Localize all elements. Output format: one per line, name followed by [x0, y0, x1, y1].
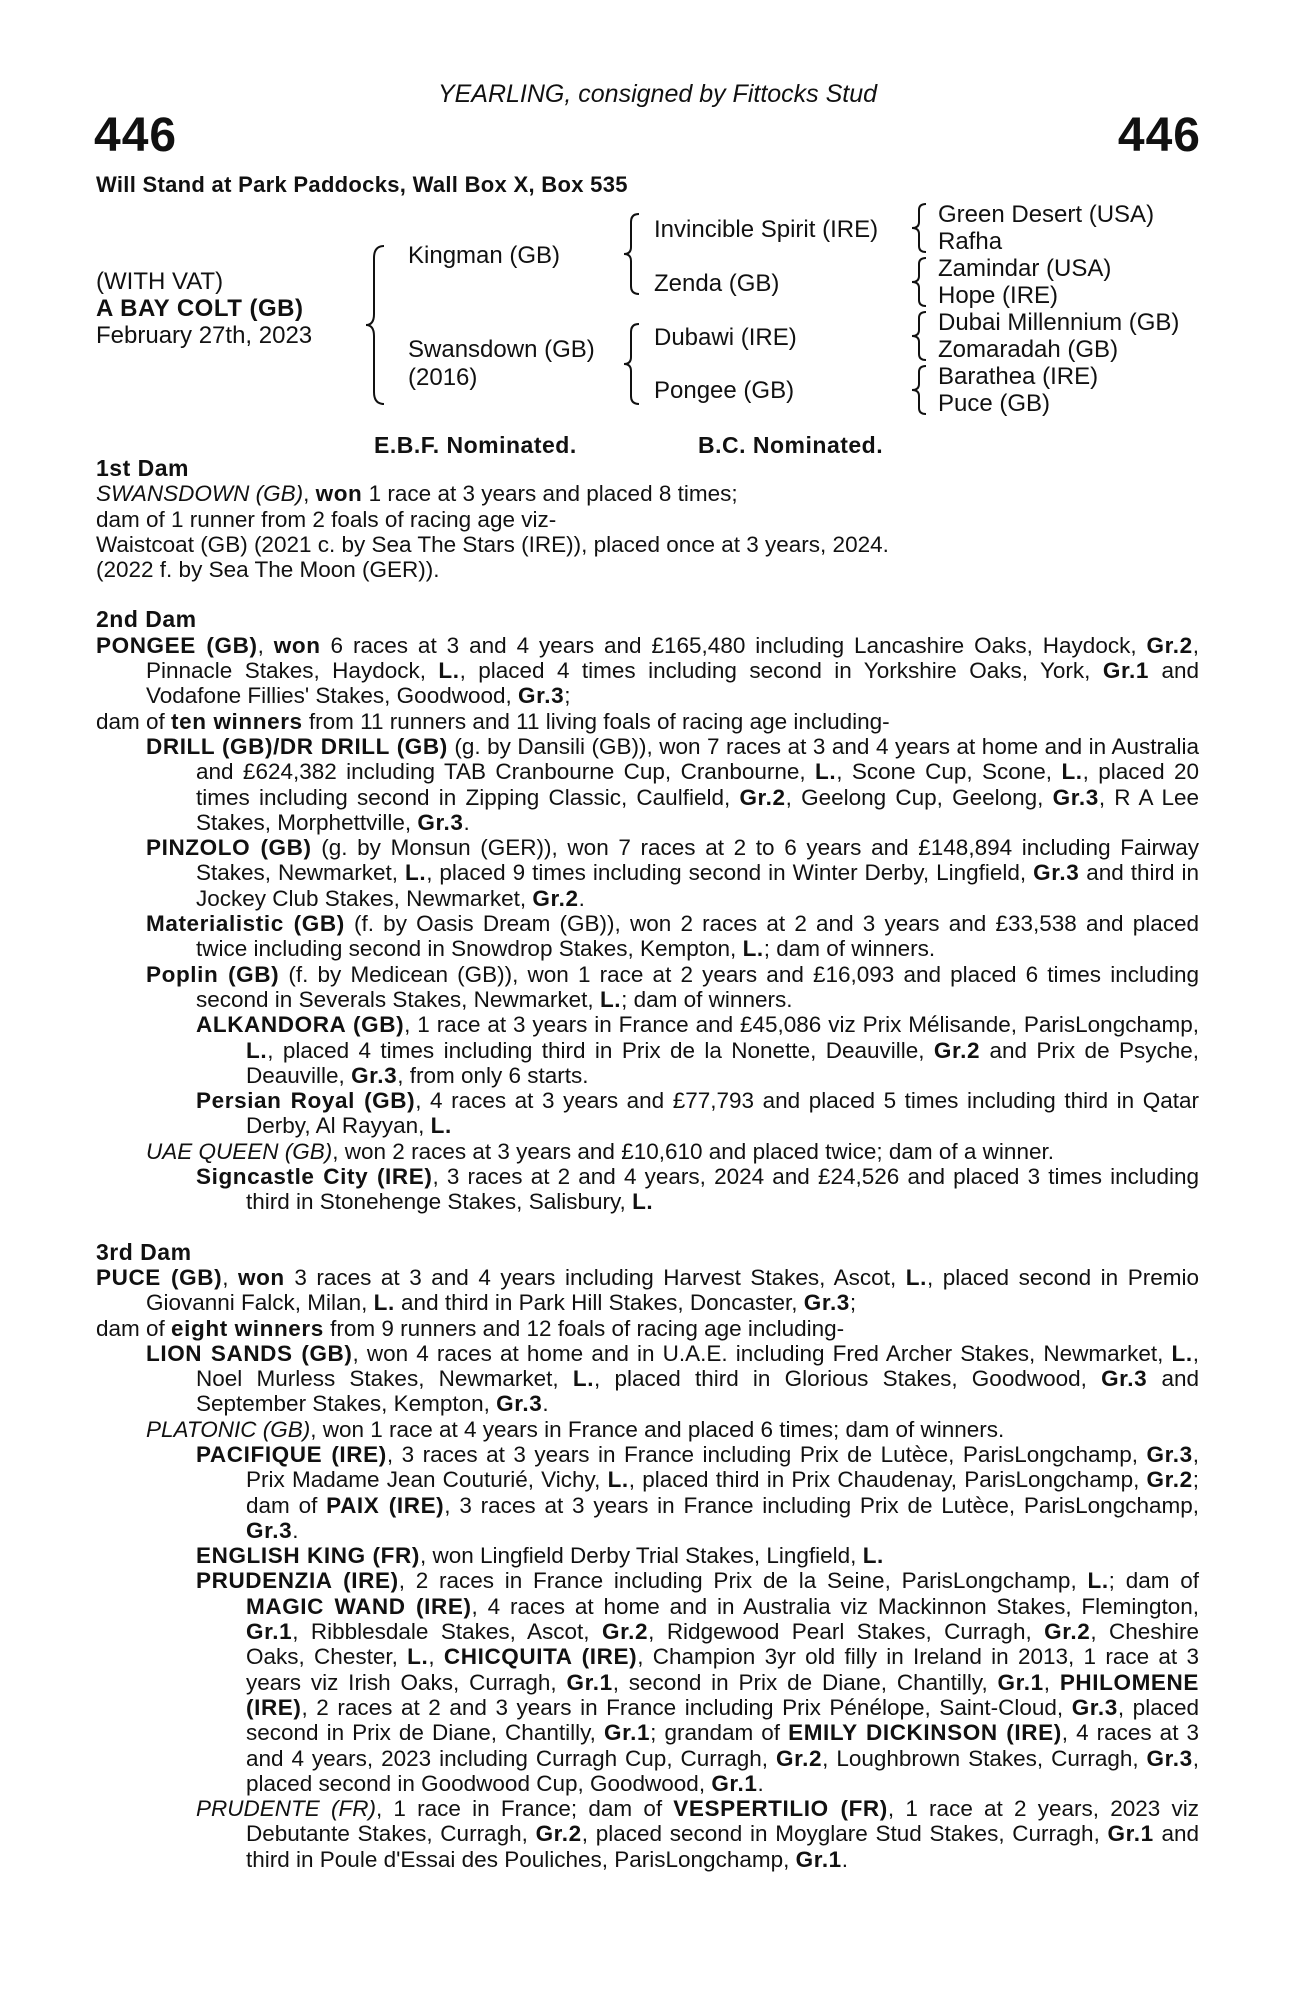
pedigree-entry [96, 734, 1199, 835]
text-run: and Prix de Psyche, Deauville, [246, 1037, 1200, 1088]
bold-text: L. [815, 759, 837, 785]
dam-heading: 1st Dam [96, 455, 189, 481]
pedigree-entry [96, 1088, 1199, 1139]
bold-text: EMILY DICKINSON (IRE) [788, 1720, 1062, 1746]
text-run: , won 4 races at home and in U.A.E. including Fred Archer Stakes, Newmarket, [352, 1340, 1172, 1366]
bold-text: Gr.3 [1033, 860, 1080, 886]
bold-text: MAGIC WAND (IRE) [246, 1593, 472, 1619]
bold-text: L. [905, 1264, 927, 1290]
bold-text: L. [404, 860, 427, 886]
bold-text: Gr.3 [1146, 1745, 1193, 1771]
bold-text: LION SANDS (GB) [146, 1340, 353, 1366]
text-run: , placed 20 times including second in Zipping Classic, Caulfield, [196, 759, 1199, 810]
pedigree-entry [96, 1341, 1199, 1417]
bold-text: Gr.2 [775, 1745, 823, 1771]
text-run: . [841, 1846, 849, 1872]
text-run: 3 races at 3 and 4 years including Harvest Stakes, Ascot, [284, 1264, 906, 1290]
text-run: , placed second in Moyglare Stud Stakes, Curragh, [581, 1821, 1108, 1847]
text-run: , Scone Cup, Scone, [836, 759, 1062, 785]
italic-text: UAE QUEEN (GB) [146, 1138, 333, 1164]
section-gap [96, 1215, 1199, 1240]
text-run: . [292, 1517, 299, 1543]
bold-text: won [237, 1264, 285, 1290]
gen3-8: Puce (GB) [938, 390, 1051, 417]
dam-dam: Pongee (GB) [654, 377, 795, 404]
text-run: (g. by Dansili (GB)), won 7 races at 3 and 4 years at home and in Australia and £624,382 including TAB Cranbourne Cup, Cranbourne, [196, 733, 1199, 785]
bold-text: ten winners [171, 708, 303, 734]
text-run: ; dam of [246, 1467, 1199, 1518]
text-run: , 2 races in France including Prix de la Seine, ParisLongchamp, [398, 1568, 1088, 1594]
catalogue-subtitle: YEARLING, consigned by Fittocks Stud [437, 80, 878, 108]
bold-text: Gr.3 [246, 1517, 293, 1543]
text-run: and September Stakes, Kempton, [196, 1366, 1199, 1417]
text-run: , 1 race at 3 years in France and £45,086 viz Prix Mélisande, ParisLongchamp, [404, 1012, 1199, 1038]
bold-text: Gr.1 [1107, 1821, 1154, 1847]
text-run: , 3 races at 3 years in France including Prix de Lutèce, ParisLongchamp, [386, 1441, 1147, 1467]
text-run: , won Lingfield Derby Trial Stakes, Lingfield, [419, 1543, 863, 1569]
section-gap [96, 582, 1199, 607]
text-run: ; dam of winners. [763, 936, 936, 962]
lot-number-right: 446 [1117, 109, 1201, 162]
pedigree-brace-g3-3 [910, 310, 930, 362]
pedigree-entry [96, 911, 1199, 962]
text-run: dam of 1 runner from 2 foals of racing age viz- [96, 506, 557, 532]
bold-text: CHICQUITA (IRE) [443, 1644, 638, 1670]
dam-year: (2016) [408, 364, 478, 391]
text-run: , Champion 3yr old filly in Ireland in 2013, 1 race at 3 years viz Irish Oaks, Curragh, [246, 1644, 1199, 1695]
pedigree-entry [96, 557, 1199, 582]
dam-heading: 2nd Dam [96, 606, 197, 633]
text-run: from 11 runners and 11 living foals of racing age including- [302, 708, 890, 734]
gen3-2: Rafha [938, 228, 1003, 255]
text-run: , Pinnacle Stakes, Haydock, [146, 632, 1199, 684]
pedigree-brace-sire [622, 212, 642, 296]
text-run: , R A Lee Stakes, Morphettville, [196, 784, 1199, 835]
text-run: . [463, 809, 470, 835]
sire-sire: Invincible Spirit (IRE) [654, 216, 879, 243]
bold-text: VESPERTILIO (FR) [673, 1796, 888, 1822]
text-run: , 4 races at 3 years and £77,793 and placed 5 times including third in Qatar Derby, Al Rayyan, [246, 1088, 1199, 1139]
text-run: , 3 races at 3 years in France including Prix de Lutèce, ParisLongchamp, [444, 1492, 1199, 1518]
text-run: , won 1 race at 4 years in France and placed 6 times; dam of winners. [310, 1416, 1005, 1442]
text-run: , placed second in Prix de Diane, Chantilly, [246, 1694, 1199, 1746]
bold-text: Gr.2 [933, 1037, 981, 1063]
text-run: , 4 races at home and in Australia viz Mackinnon Stakes, Flemington, [471, 1593, 1199, 1619]
text-run: , 4 races at 3 and 4 years, 2023 including Curragh Cup, Curragh, [246, 1720, 1199, 1771]
text-run: , placed 4 times including second in Yorkshire Oaks, York, [459, 658, 1103, 684]
text-run: , [1043, 1669, 1060, 1695]
pedigree-entry [96, 1796, 1199, 1872]
bold-text: L. [862, 1543, 884, 1569]
bold-text: Poplin (GB) [146, 961, 280, 987]
bold-text: PINZOLO (GB) [146, 835, 312, 861]
dam-heading: 3rd Dam [96, 1238, 192, 1265]
bold-text: Gr.1 [1102, 658, 1150, 684]
text-run: , [222, 1264, 238, 1290]
text-run: ; dam of [1108, 1568, 1199, 1594]
pedigree-entry [96, 481, 1199, 506]
pedigree-entry [96, 532, 1199, 557]
bold-text: Gr.2 [535, 1821, 582, 1847]
text-run: , from only 6 starts. [397, 1062, 589, 1088]
bold-text: L. [438, 658, 460, 684]
bold-text: Gr.3 [1146, 1441, 1193, 1467]
text-run: , Loughbrown Stakes, Curragh, [822, 1745, 1147, 1771]
bold-text: L. [632, 1189, 654, 1215]
bold-text: L. [373, 1290, 395, 1316]
pedigree-entry [96, 1543, 1199, 1568]
text-run: , Geelong Cup, Geelong, [785, 784, 1053, 810]
text-run: ; grandam of [650, 1720, 789, 1746]
bold-text: Gr.3 [417, 809, 464, 835]
gen3-6: Zomaradah (GB) [938, 336, 1119, 363]
text-run: , Cheshire Oaks, Chester, [246, 1619, 1200, 1670]
text-run: , 1 race at 2 years, 2023 viz Debutante Stakes, Curragh, [246, 1796, 1199, 1847]
pedigree-entry [96, 507, 1199, 532]
gen3-5: Dubai Millennium (GB) [938, 309, 1180, 336]
text-run: ; [849, 1290, 857, 1316]
dam-produce-record [96, 456, 1199, 1872]
bold-text: L. [430, 1113, 452, 1139]
text-run: , Ridgewood Pearl Stakes, Curragh, [648, 1619, 1045, 1645]
bold-text: PUCE (GB) [96, 1264, 223, 1290]
text-run: dam of [96, 1315, 172, 1341]
text-run: and third in Park Hill Stakes, Doncaster, [394, 1290, 804, 1316]
bold-text: Gr.3 [1052, 784, 1099, 810]
bold-text: DRILL (GB)/DR DRILL (GB) [146, 733, 448, 759]
bold-text: won [315, 481, 363, 507]
pedigree-entry [96, 1012, 1199, 1088]
text-run: 1 race at 3 years and placed 8 times; [362, 481, 738, 507]
text-run: , placed 4 times including third in Prix de la Nonette, Deauville, [267, 1037, 934, 1063]
bold-text: PACIFIQUE (IRE) [196, 1441, 387, 1467]
bold-text: Gr.3 [496, 1391, 543, 1417]
text-run: . [757, 1770, 764, 1796]
gen3-3: Zamindar (USA) [938, 255, 1112, 282]
bold-text: PONGEE (GB) [96, 632, 258, 658]
text-run: (g. by Monsun (GER)), won 7 races at 2 to 6 years and £148,894 including Fairway Stakes, Newmarket, [196, 835, 1199, 886]
text-run: (2022 f. by Sea The Moon (GER)). [96, 557, 440, 583]
text-run: , Prix Madame Jean Couturié, Vichy, [246, 1441, 1199, 1493]
bold-text: L. [599, 986, 622, 1012]
pedigree-entry [96, 1316, 1199, 1341]
text-run: ; dam of winners. [621, 986, 793, 1012]
bold-text: ENGLISH KING (FR) [196, 1543, 420, 1569]
text-run: from 9 runners and 12 foals of racing age including- [323, 1315, 845, 1341]
text-run: , placed third in Glorious Stakes, Goodwood, [594, 1366, 1102, 1392]
text-run: dam of [96, 708, 172, 734]
text-run: , won 2 races at 3 years and £10,610 and placed twice; dam of a winner. [332, 1138, 1054, 1164]
bold-text: Gr.3 [803, 1290, 850, 1316]
text-run: , Noel Murless Stakes, Newmarket, [196, 1340, 1199, 1392]
stabling-location: Will Stand at Park Paddocks, Wall Box X, Box 535 [96, 172, 628, 197]
bold-text: Gr.1 [997, 1669, 1044, 1695]
text-run: and Vodafone Fillies' Stakes, Goodwood, [146, 658, 1199, 709]
bold-text: PAIX (IRE) [326, 1492, 445, 1518]
bold-text: Gr.1 [246, 1619, 293, 1645]
bold-text: PRUDENZIA (IRE) [196, 1568, 399, 1594]
pedigree-entry [96, 1139, 1199, 1164]
text-run: ; [564, 683, 571, 709]
text-run: , Ribblesdale Stakes, Ascot, [292, 1619, 602, 1645]
bold-text: Gr.3 [1101, 1366, 1148, 1392]
pedigree-entry [96, 1417, 1199, 1442]
bold-text: eight winners [171, 1315, 324, 1341]
pedigree-brace-dam [622, 322, 642, 406]
text-run: (f. by Medicean (GB)), won 1 race at 2 years and £16,093 and placed 6 times including second in Severals Stakes, Newmarket, [196, 961, 1200, 1012]
text-run: , 2 races at 2 and 3 years in France including Prix Pénélope, Saint-Cloud, [301, 1694, 1072, 1720]
bold-text: Gr.2 [532, 885, 579, 911]
pedigree-entry [96, 709, 1199, 734]
text-run: 6 races at 3 and 4 years and £165,480 including Lancashire Oaks, Haydock, [320, 632, 1147, 658]
foaling-date: February 27th, 2023 [96, 322, 313, 349]
pedigree-entry [96, 1164, 1199, 1215]
text-run: , 1 race in France; dam of [375, 1796, 674, 1822]
bold-text: L. [1061, 759, 1083, 785]
italic-text: PLATONIC (GB) [146, 1416, 311, 1442]
sire-dam: Zenda (GB) [654, 270, 780, 297]
bold-text: ALKANDORA (GB) [196, 1012, 405, 1038]
bold-text: Gr.3 [518, 683, 565, 709]
bold-text: Gr.2 [1146, 1467, 1193, 1493]
text-run: , placed second in Premio Giovanni Falck, Milan, [146, 1264, 1199, 1316]
text-run: , 3 races at 2 and 4 years, 2024 and £24,526 and placed 3 times including third in Stonehenge Stakes, Salisbury, [246, 1164, 1199, 1215]
bold-text: Gr.2 [739, 784, 786, 810]
bold-text: L. [1087, 1568, 1109, 1594]
text-run: , placed second in Goodwood Cup, Goodwood, [246, 1745, 1199, 1796]
pedigree-brace-g3-4 [910, 364, 930, 416]
text-run: , [428, 1644, 444, 1670]
pedigree-entry [96, 962, 1199, 1013]
lot-number-left: 446 [94, 109, 178, 162]
pedigree-entry [96, 1442, 1199, 1543]
gen3-4: Hope (IRE) [938, 282, 1059, 309]
italic-text: SWANSDOWN (GB) [96, 481, 304, 507]
bold-text: Gr.1 [566, 1669, 613, 1695]
bold-text: Persian Royal (GB) [196, 1088, 416, 1114]
gen3-7: Barathea (IRE) [938, 363, 1099, 390]
vat-note: (WITH VAT) [96, 268, 224, 295]
italic-text: PRUDENTE (FR) [196, 1796, 376, 1822]
text-run: , [303, 481, 316, 507]
pedigree-brace-gen1 [364, 244, 388, 406]
bold-text: Gr.1 [795, 1846, 842, 1872]
bold-text: Materialistic (GB) [146, 911, 345, 937]
pedigree-entry [96, 835, 1199, 911]
text-run: and third in Jockey Club Stakes, Newmarket, [196, 860, 1200, 911]
bold-text: L. [607, 1467, 629, 1493]
pedigree-entry [96, 633, 1199, 709]
text-run: , second in Prix de Diane, Chantilly, [612, 1669, 998, 1695]
bold-text: Gr.1 [711, 1770, 758, 1796]
pedigree-brace-g3-1 [910, 202, 930, 254]
bold-text: PHILOMENE (IRE) [246, 1669, 1199, 1720]
pedigree-entry [96, 1265, 1199, 1316]
dam: Swansdown (GB) [408, 336, 595, 363]
pedigree-entry [96, 1568, 1199, 1796]
bold-text: Gr.3 [351, 1062, 398, 1088]
text-run: , placed 9 times including second in Winter Derby, Lingfield, [426, 860, 1034, 886]
bold-text: Signcastle City (IRE) [196, 1164, 433, 1190]
text-run: , placed third in Prix Chaudenay, ParisLongchamp, [628, 1467, 1147, 1493]
bold-text: Gr.1 [603, 1720, 651, 1746]
dam-sire: Dubawi (IRE) [654, 324, 797, 351]
pedigree-brace-g3-2 [910, 256, 930, 308]
bold-text: Gr.2 [1044, 1619, 1091, 1645]
text-run: (f. by Oasis Dream (GB)), won 2 races at 2 and 3 years and £33,538 and placed twice including second in Snowdrop Stakes, Kempton, [196, 911, 1200, 962]
gen3-1: Green Desert (USA) [938, 201, 1155, 228]
sire: Kingman (GB) [408, 242, 561, 269]
text-run: and third in Poule d'Essai des Pouliches, ParisLongchamp, [246, 1821, 1199, 1872]
bold-text: L. [407, 1644, 429, 1670]
text-run: Waistcoat (GB) (2021 c. by Sea The Stars (IRE)), placed once at 3 years, 2024. [96, 531, 889, 557]
bold-text: L. [1171, 1340, 1193, 1366]
bc-nominated: B.C. Nominated. [698, 432, 884, 458]
bold-text: L. [572, 1366, 595, 1392]
bold-text: L. [742, 936, 764, 962]
bold-text: Gr.2 [1146, 632, 1193, 658]
horse-name: A BAY COLT (GB) [96, 295, 304, 322]
ebf-nominated: E.B.F. Nominated. [374, 432, 577, 458]
text-run: , [257, 632, 274, 658]
text-run: . [578, 885, 585, 911]
bold-text: won [273, 632, 321, 658]
bold-text: L. [246, 1037, 268, 1063]
bold-text: Gr.2 [601, 1619, 649, 1645]
text-run: . [542, 1391, 549, 1417]
bold-text: Gr.3 [1071, 1694, 1118, 1720]
